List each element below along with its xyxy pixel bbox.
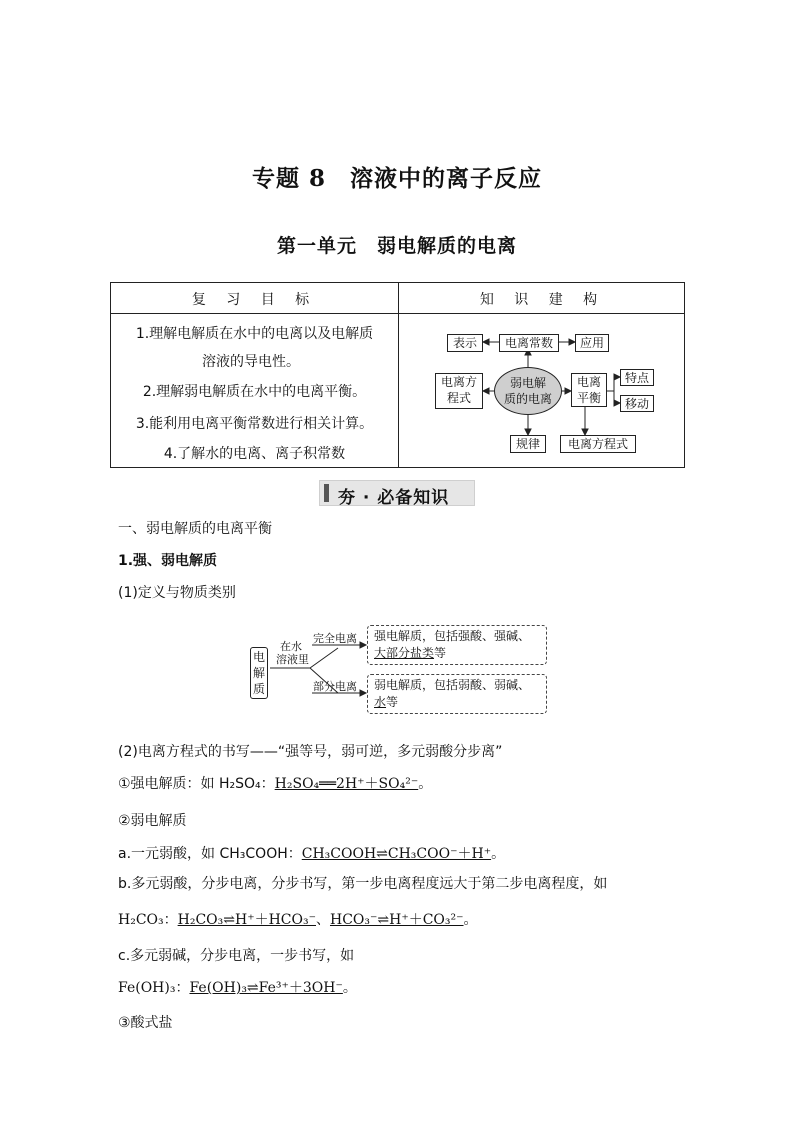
section-heading: 一、弱电解质的电离平衡 — [118, 521, 272, 537]
goal-1-cont: 溶液的导电性。 — [202, 354, 300, 370]
full-ionization-label: 完全电离 — [313, 632, 357, 645]
map-node-ionization-constant: 电离常数 — [499, 334, 559, 352]
map-node-application: 应用 — [575, 334, 609, 352]
strong-electrolyte-box: 强电解质，包括强酸、强碱、 大部分盐类等 — [367, 625, 547, 665]
map-node-ionization-equation-2: 电离方程式 — [560, 435, 636, 453]
equation-rule: (2)电离方程式的书写——“强等号，弱可逆，多元弱酸分步离” — [118, 744, 503, 760]
polyacid-base-line: Fe(OH)₃：Fe(OH)₃⇌Fe³⁺＋3OH⁻。 — [118, 980, 357, 996]
polybasic-acid-text: b.多元弱酸，分步电离，分步书写，第一步电离程度远大于第二步电离程度，如 — [118, 876, 608, 892]
map-center-weak-electrolyte-ionization: 弱电解 质的电离 — [494, 367, 562, 415]
a-eq: CH₃COOH⇌CH₃COO⁻＋H⁺ — [301, 846, 492, 862]
map-node-representation: 表示 — [447, 334, 483, 352]
strong-electrolyte-line: ①强电解质：如 H₂SO₄：H₂SO₄══2H⁺＋SO₄²⁻。 — [118, 776, 433, 792]
acid-salt-heading: ③酸式盐 — [118, 1015, 173, 1031]
goal-3: 3.能利用电离平衡常数进行相关计算。 — [135, 416, 374, 432]
electrolyte-root-box: 电 解 质 — [250, 647, 268, 699]
map-node-characteristics: 特点 — [620, 369, 654, 386]
partial-ionization-label: 部分电离 — [313, 680, 357, 693]
polyacid-base-text: c.多元弱碱，分步电离，一步书写，如 — [118, 948, 355, 964]
b-eq1: H₂CO₃⇌H⁺＋HCO₃⁻ — [177, 912, 316, 928]
review-goals-header: 复 习 目 标 — [191, 292, 318, 308]
knowledge-map-header: 知 识 建 构 — [479, 292, 606, 308]
subitem-heading: (1)定义与物质类别 — [118, 585, 236, 601]
goal-1: 1.理解电解质在水中的电离以及电解质 — [135, 326, 374, 342]
item-heading: 1.强、弱电解质 — [118, 553, 218, 569]
goal-4: 4.了解水的电离、离子积常数 — [163, 446, 346, 462]
map-node-rules: 规律 — [510, 435, 546, 453]
page-title: 专题 8 溶液中的离子反应 — [251, 165, 542, 192]
map-node-shift: 移动 — [620, 395, 654, 412]
weak-electrolyte-heading: ②弱电解质 — [118, 813, 187, 829]
banner-text: 夯 · 必备知识 — [338, 488, 450, 508]
b-eq2: HCO₃⁻⇌H⁺＋CO₃²⁻ — [329, 912, 464, 928]
in-water-label: 在水 溶液里 — [276, 640, 309, 666]
unit-title: 第一单元 弱电解质的电离 — [276, 235, 517, 257]
goal-2: 2.理解弱电解质在水中的电离平衡。 — [142, 384, 367, 400]
weak-electrolyte-box: 弱电解质，包括弱酸、弱碱、 水等 — [367, 674, 547, 714]
c-eq: Fe(OH)₃⇌Fe³⁺＋3OH⁻ — [189, 980, 343, 996]
strong-eq: H₂SO₄══2H⁺＋SO₄²⁻ — [274, 776, 419, 792]
polybasic-acid-line: H₂CO₃：H₂CO₃⇌H⁺＋HCO₃⁻、HCO₃⁻⇌H⁺＋CO₃²⁻。 — [118, 912, 478, 928]
map-node-ionization-equilibrium: 电离 平衡 — [571, 373, 607, 407]
monobasic-acid-line: a.一元弱酸，如 CH₃COOH：CH₃COOH⇌CH₃COO⁻＋H⁺。 — [118, 846, 506, 862]
map-node-ionization-equation: 电离方 程式 — [435, 373, 483, 409]
